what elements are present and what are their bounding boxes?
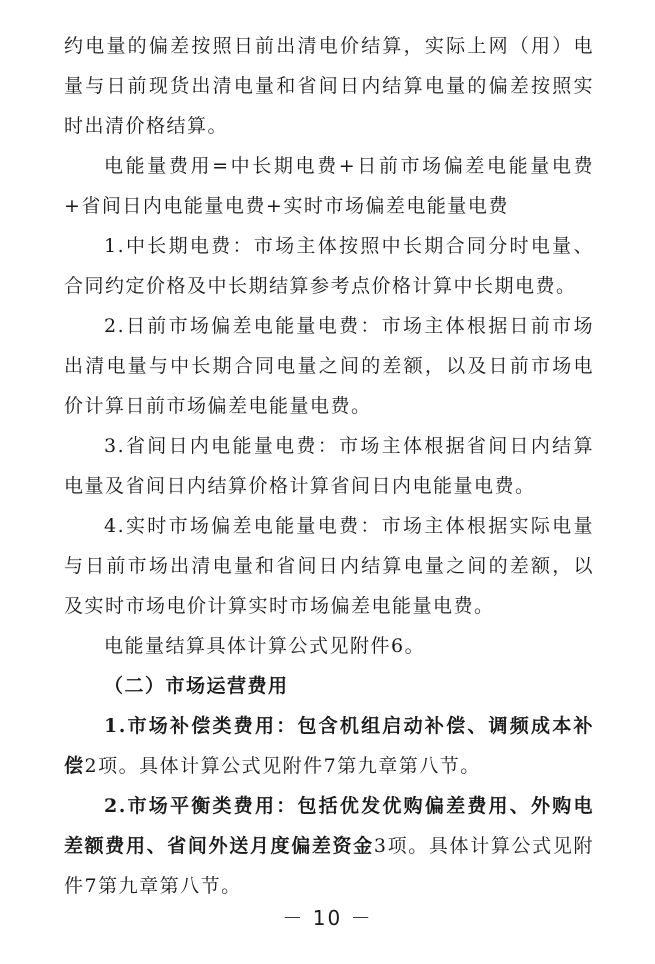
paragraph-interprovincial-intraday-fee: 3.省间日内电能量电费：市场主体根据省间日内结算电量及省间日内结算价格计算省间日内电能量电费。 (64, 435, 594, 497)
paragraph-medium-long-term-fee: 1.中长期电费：市场主体按照中长期合同分时电量、合同约定价格及中长期结算参考点价格计算中长期电费。 (64, 235, 594, 297)
paragraph-settlement-formula-reference: 电能量结算具体计算公式见附件6。 (104, 635, 426, 657)
paragraph-day-ahead-deviation-fee: 2.日前市场偏差电能量电费：市场主体根据日前市场出清电量与中长期合同电量之间的差额，以及日前市场电价计算日前市场偏差电能量电费。 (64, 315, 594, 417)
document-body (64, 26, 594, 906)
page-number: － 10 － (282, 906, 373, 930)
balancing-fees-lead: 2.市场平衡类费用：包括优发优购偏差费用、外购电差额费用、省间外送月度偏差资金 (64, 795, 594, 857)
paragraph-energy-fee-formula: 电能量费用=中长期电费+日前市场偏差电能量电费+省间日内电能量电费+实时市场偏差电能量电费 (64, 155, 594, 217)
paragraph-settlement-deviation: 约电量的偏差按照日前出清电价结算，实际上网（用）电量与日前现货出清电量和省间日内结算电量的偏差按照实时出清价格结算。 (64, 35, 594, 137)
paragraph-real-time-deviation-fee: 4.实时市场偏差电能量电费：市场主体根据实际电量与日前市场出清电量和省间日内结算电量之间的差额，以及实时市场电价计算实时市场偏差电能量电费。 (64, 515, 594, 617)
section-heading-market-operation-fees: （二）市场运营费用 (104, 675, 289, 697)
compensation-fees-detail: 2项。具体计算公式见附件7第九章第八节。 (84, 755, 481, 777)
compensation-fees-lead: 1.市场补偿类费用：包含机组启动补偿、调频成本补偿 (64, 715, 594, 777)
paragraph-balancing-fees (64, 786, 594, 906)
balancing-fees-detail: 3项。具体计算公式见附件7第九章第八节。 (64, 835, 594, 897)
paragraph-compensation-fees (64, 706, 594, 786)
